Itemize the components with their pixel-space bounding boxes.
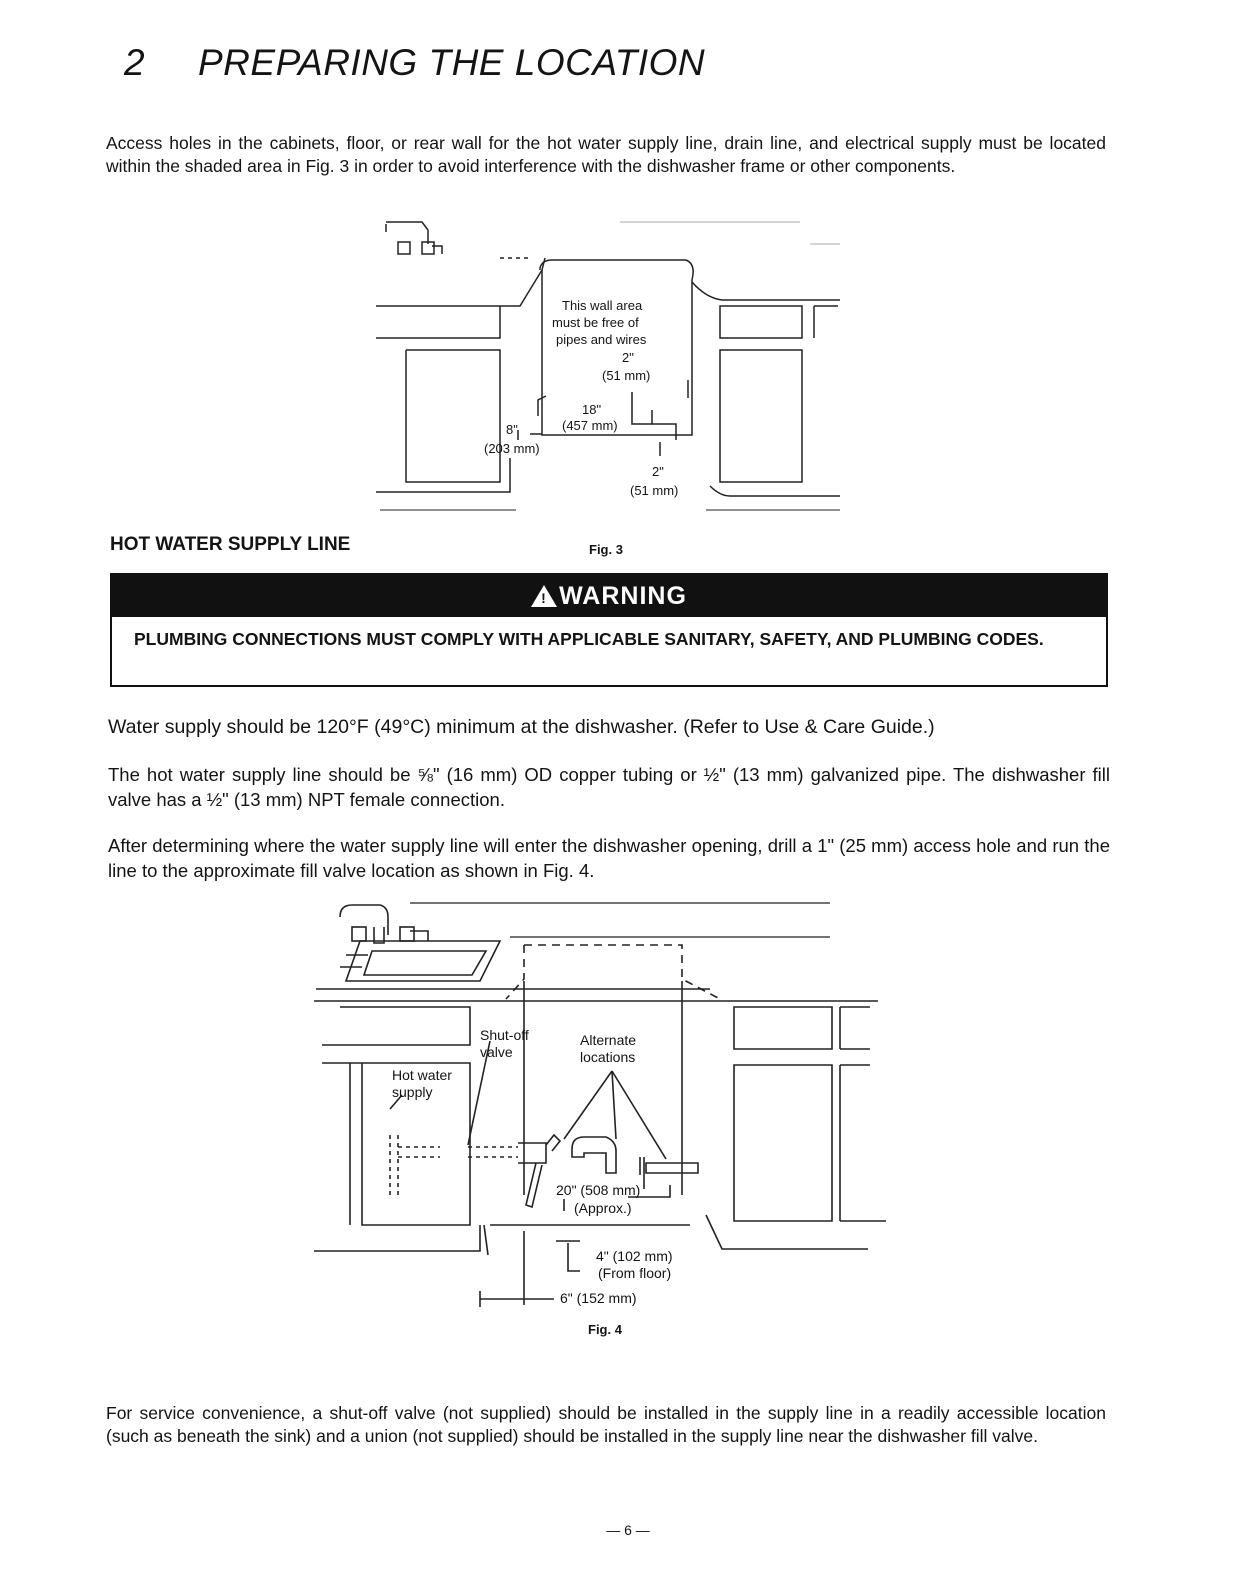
para-service: For service convenience, a shut-off valve (not supplied) should be installed in the supply line in a readily accessible location (such as beneath the sink) and a union (not supplied) should be installed in the supply line near the dishwasher fill valve.	[106, 1403, 1106, 1446]
para-temperature: Water supply should be 120°F (49°C) minimum at the dishwasher. (Refer to Use & Care Guide.)	[108, 716, 935, 738]
fig4-shutoff-line2: valve	[480, 1044, 513, 1060]
fig3-caption: Fig. 3	[589, 542, 623, 557]
fig3-note-line1: This wall area	[562, 298, 643, 313]
warning-triangle-icon: !	[531, 585, 557, 607]
page-number: — 6 —	[606, 1522, 650, 1538]
para-tubing: The hot water supply line should be ⅝" (16 mm) OD copper tubing or ½" (13 mm) galvanized pipe. The dishwasher fill valve has a ½" (13 mm) NPT female connection.	[108, 764, 1110, 810]
hot-water-heading: HOT WATER SUPPLY LINE	[110, 534, 351, 555]
warning-box	[110, 573, 1108, 687]
warning-header	[112, 575, 1106, 617]
fig3-dim-top-in: 2"	[622, 350, 634, 365]
section-title: PREPARING THE LOCATION	[198, 42, 706, 83]
fig4-dim-valve: 20" (508 mm)	[556, 1182, 641, 1198]
fig4-hotwater-line1: Hot water	[392, 1067, 452, 1083]
fig3-dim-width-mm: (457 mm)	[562, 418, 618, 433]
fig3-dim-height-mm: (203 mm)	[484, 441, 540, 456]
fig4-dim-floor: 4" (102 mm)	[596, 1248, 673, 1264]
fig3-dim-top-mm: (51 mm)	[602, 368, 651, 383]
intro-paragraph: Access holes in the cabinets, floor, or rear wall for the hot water supply line, drain line, and electrical supply must be located within the shaded area in Fig. 3 in order to avoid interference with the dishwasher frame or other components.	[106, 133, 1106, 176]
fig3-dim-bottom-in: 2"	[652, 464, 664, 479]
fig4-hotwater-line2: supply	[392, 1084, 433, 1100]
fig3-note-line2: must be free of	[552, 315, 639, 330]
fig3-dim-height-in: 8"	[506, 422, 518, 437]
fig3-dim-width-in: 18"	[582, 402, 602, 417]
fig3-diagram	[370, 210, 850, 520]
fig4-alternate-line1: Alternate	[580, 1032, 637, 1048]
fig4-faucet	[340, 905, 388, 935]
fig3-dim-bottom-mm: (51 mm)	[630, 483, 679, 498]
page-title	[124, 42, 705, 84]
para-drill: After determining where the water supply line will enter the dishwasher opening, drill a 1" (25 mm) access hole and run the line to the approximate fill valve location as shown in Fig. 4.	[108, 835, 1110, 881]
warning-label: WARNING	[559, 582, 687, 610]
fig4-shutoff-line1: Shut-off	[480, 1027, 529, 1043]
fig4-alternate-line2: locations	[580, 1049, 636, 1065]
fig4-dim-floor-note: (From floor)	[598, 1265, 672, 1281]
warning-text: PLUMBING CONNECTIONS MUST COMPLY WITH APPLICABLE SANITARY, SAFETY, AND PLUMBING CODES.	[134, 629, 1044, 649]
fig4-dim-approx: (Approx.)	[574, 1200, 632, 1216]
section-number: 2	[124, 42, 146, 83]
fig4-caption: Fig. 4	[588, 1322, 622, 1337]
fig4-dim-side: 6" (152 mm)	[560, 1290, 637, 1306]
fig3-faucet	[386, 222, 428, 244]
fig4-diagram	[310, 895, 890, 1315]
fig3-note-line3: pipes and wires	[556, 332, 647, 347]
